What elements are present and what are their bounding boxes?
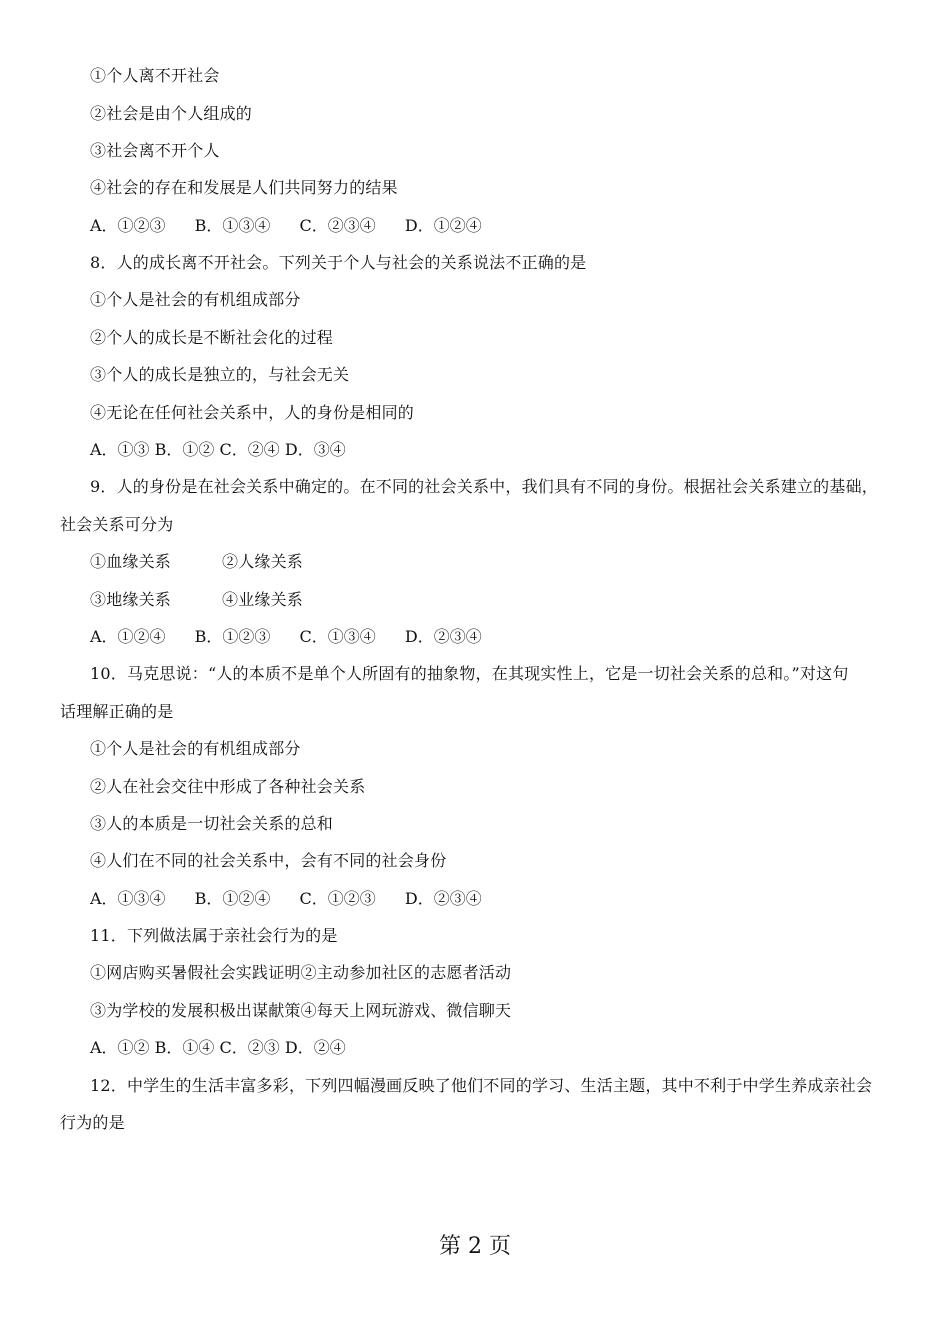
q8-item-3: ③个人的成长是独立的，与社会无关 (90, 365, 350, 384)
q11-items-row-1: ①网店购买暑假社会实践证明②主动参加社区的志愿者活动 (90, 963, 512, 982)
q9-item-4: ④业缘关系 (222, 590, 304, 609)
q10-stem-line-1: 10．马克思说：“人的本质不是单个人所固有的抽象物，在其现实性上，它是一切社会关系的总和。”对这句 (90, 664, 849, 683)
q12-stem-line-1: 12．中学生的生活丰富多彩，下列四幅漫画反映了他们不同的学习、生活主题，其中不利于中学生养成亲社会 (90, 1076, 873, 1095)
q7-option-a: A．①②③ (90, 216, 166, 235)
q12-stem-line-2: 行为的是 (60, 1113, 125, 1132)
q8-options (90, 440, 346, 460)
q8-item-1: ①个人是社会的有机组成部分 (90, 290, 301, 309)
q8-item-4: ④无论在任何社会关系中，人的身份是相同的 (90, 403, 415, 422)
q8-option-a: A．①③ (90, 440, 150, 459)
q11-items-row-2: ③为学校的发展积极出谋献策④每天上网玩游戏、微信聊天 (90, 1001, 512, 1020)
q8-option-b: B．①② (154, 440, 215, 459)
q9-option-c: C．①③④ (299, 627, 376, 646)
q9-option-b: B．①②③ (194, 627, 271, 646)
q10-item-4: ④人们在不同的社会关系中，会有不同的社会身份 (90, 851, 447, 870)
q9-item-3: ③地缘关系 (90, 590, 172, 609)
q9-options (90, 627, 482, 647)
q7-item-1: ①个人离不开社会 (90, 66, 220, 85)
q9-stem-line-1: 9．人的身份是在社会关系中确定的。在不同的社会关系中，我们具有不同的身份。根据社会关系建立的基础， (90, 477, 878, 496)
q11-option-d: D．②④ (284, 1038, 346, 1057)
q9-items-row-2 (90, 590, 303, 610)
q7-item-4: ④社会的存在和发展是人们共同努力的结果 (90, 178, 398, 197)
q8-option-d: D．③④ (284, 440, 346, 459)
q7-option-c: C．②③④ (299, 216, 376, 235)
q11-option-a: A．①② (90, 1038, 150, 1057)
q10-item-3: ③人的本质是一切社会关系的总和 (90, 814, 334, 833)
q7-options (90, 216, 482, 236)
q9-option-a: A．①②④ (90, 627, 166, 646)
q9-item-1: ①血缘关系 (90, 552, 172, 571)
q10-item-2: ②人在社会交往中形成了各种社会关系 (90, 777, 366, 796)
q10-option-a: A．①③④ (90, 889, 166, 908)
q9-stem-line-2: 社会关系可分为 (60, 515, 174, 534)
q7-item-2: ②社会是由个人组成的 (90, 104, 253, 123)
q10-option-b: B．①②④ (194, 889, 271, 908)
q10-item-1: ①个人是社会的有机组成部分 (90, 739, 301, 758)
q11-stem: 11．下列做法属于亲社会行为的是 (90, 926, 338, 945)
q8-option-c: C．②④ (219, 440, 280, 459)
q8-stem: 8．人的成长离不开社会。下列关于个人与社会的关系说法不正确的是 (90, 253, 587, 272)
q8-item-2: ②个人的成长是不断社会化的过程 (90, 328, 334, 347)
q10-option-d: D．②③④ (404, 889, 482, 908)
q7-option-b: B．①③④ (194, 216, 271, 235)
q10-options (90, 889, 482, 909)
q11-options (90, 1038, 346, 1058)
q11-option-c: C．②③ (219, 1038, 280, 1057)
q7-item-3: ③社会离不开个人 (90, 141, 220, 160)
q10-stem-line-2: 话理解正确的是 (60, 702, 174, 721)
page-number: 第 2 页 (439, 1234, 511, 1259)
q11-option-b: B．①④ (154, 1038, 215, 1057)
q9-option-d: D．②③④ (404, 627, 482, 646)
q7-option-d: D．①②④ (404, 216, 482, 235)
q10-option-c: C．①②③ (299, 889, 376, 908)
q9-item-2: ②人缘关系 (222, 552, 304, 571)
q9-items-row-1 (90, 552, 303, 572)
